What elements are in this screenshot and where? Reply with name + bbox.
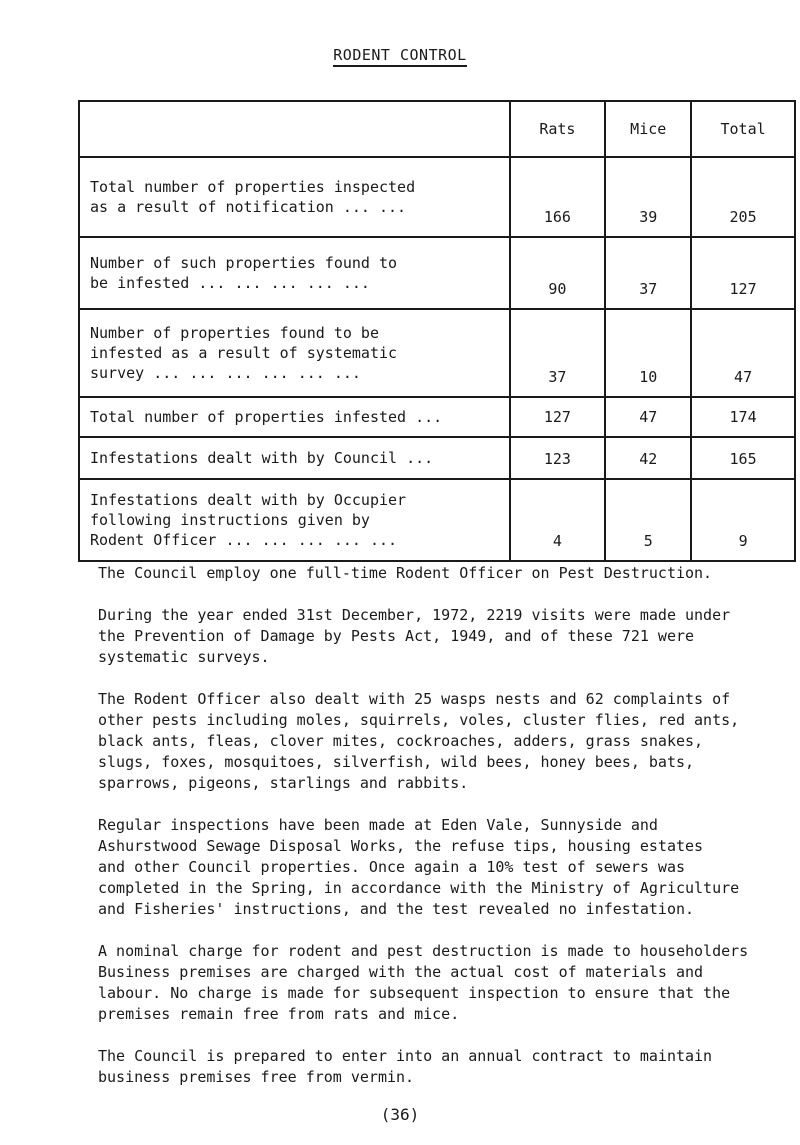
rats-value: 166 <box>510 157 606 237</box>
row-label: Number of such properties found to be infested ... ... ... ... ... <box>79 237 510 309</box>
paragraph: During the year ended 31st December, 1972, 2219 visits were made under the Prevention of Damage by Pests Act, 1949, and of these 721 were systematic surveys. <box>98 606 731 666</box>
table-row <box>79 397 795 437</box>
rats-value: 123 <box>510 437 606 479</box>
table-row <box>79 437 795 479</box>
mice-value: 47 <box>605 397 691 437</box>
total-value: 165 <box>691 437 795 479</box>
header-rats: Rats <box>510 101 606 157</box>
rats-value: 37 <box>510 309 606 397</box>
header-total: Total <box>691 101 795 157</box>
table-row <box>79 237 795 309</box>
table-row <box>79 157 795 237</box>
rats-value: 90 <box>510 237 606 309</box>
rats-value: 4 <box>510 479 606 561</box>
paragraph: The Council employ one full-time Rodent Officer on Pest Destruction. <box>98 564 713 582</box>
paragraph: The Rodent Officer also dealt with 25 wasps nests and 62 complaints of other pests including moles, squirrels, voles, cluster flies, red ants, black ants, fleas, clover mites, cockroaches, adders, grass snakes, slugs, foxes, mosquitoes, silverfish, wild bees, honey bees, bats, sparrows, pigeons, starlings and rabbits. <box>98 690 740 792</box>
header-blank <box>79 101 510 157</box>
header-mice: Mice <box>605 101 691 157</box>
rats-value: 127 <box>510 397 606 437</box>
total-value: 127 <box>691 237 795 309</box>
total-value: 174 <box>691 397 795 437</box>
mice-value: 42 <box>605 437 691 479</box>
mice-value: 37 <box>605 237 691 309</box>
page-number: (36) <box>380 1105 420 1124</box>
total-value: 47 <box>691 309 795 397</box>
total-value: 9 <box>691 479 795 561</box>
row-label: Total number of properties infested ... <box>79 397 510 437</box>
mice-value: 5 <box>605 479 691 561</box>
table-row <box>79 309 795 397</box>
paragraph: A nominal charge for rodent and pest destruction is made to householders Business premises are charged with the actual cost of materials and labour. No charge is made for subsequent inspection to ensure that the premises remain free from rats and mice. <box>98 942 749 1023</box>
paragraph: Regular inspections have been made at Eden Vale, Sunnyside and Ashurstwood Sewage Disposal Works, the refuse tips, housing estates and other Council properties. Once again a 10% test of sewers was completed in the Spring, in accordance with the Ministry of Agriculture and Fisheries' instructions, and the test revealed no infestation. <box>98 816 740 918</box>
row-label: Infestations dealt with by Occupier following instructions given by Rodent Officer ... ... ... ... ... <box>79 479 510 561</box>
row-label: Infestations dealt with by Council ... <box>79 437 510 479</box>
paragraph: The Council is prepared to enter into an annual contract to maintain business premises free from vermin. <box>98 1047 713 1086</box>
body-text <box>98 563 788 1109</box>
rodent-control-table <box>78 100 796 562</box>
table-header-row <box>79 101 795 157</box>
table-row <box>79 479 795 561</box>
mice-value: 39 <box>605 157 691 237</box>
mice-value: 10 <box>605 309 691 397</box>
page-title: RODENT CONTROL <box>0 46 800 64</box>
row-label: Number of properties found to be infested as a result of systematic survey ... ... ... ... ... ... <box>79 309 510 397</box>
total-value: 205 <box>691 157 795 237</box>
row-label: Total number of properties inspected as a result of notification ... ... <box>79 157 510 237</box>
